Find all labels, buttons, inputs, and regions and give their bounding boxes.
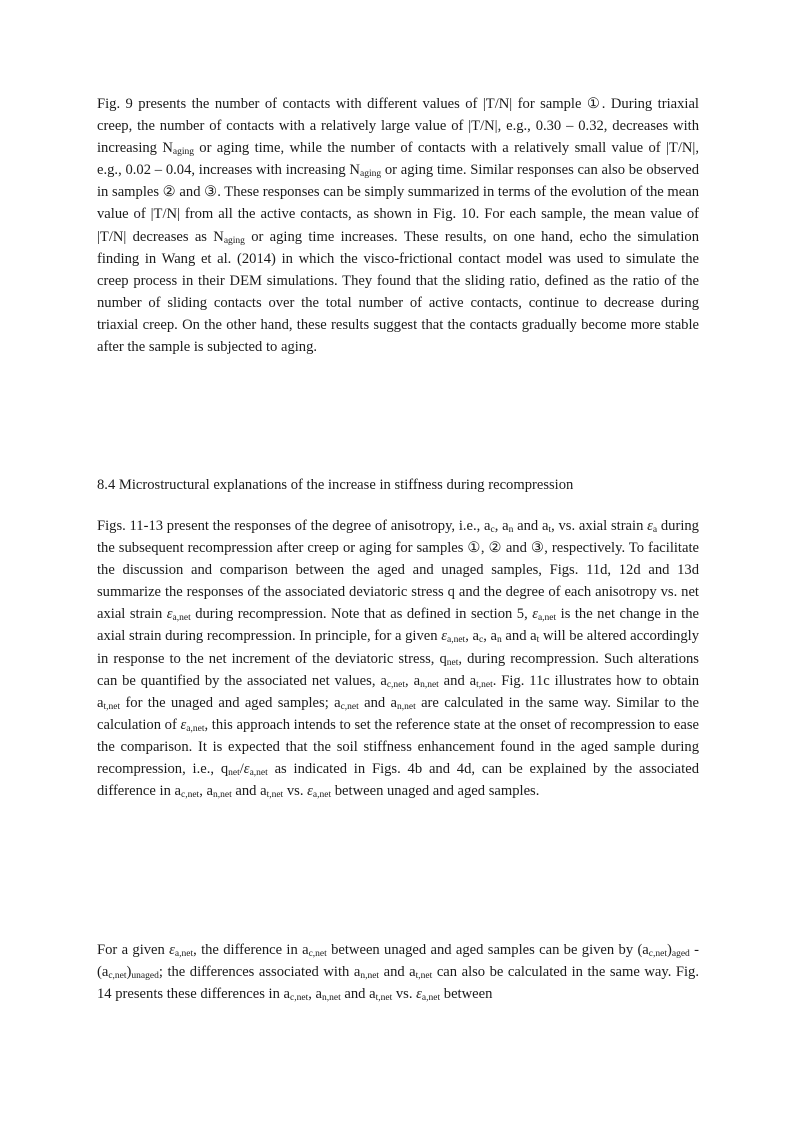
paragraph-contact-evolution: Fig. 9 presents the number of contacts with different values of |T/N| for sample ①. During triaxial creep, the number of contacts with a relatively large value of |T/N|, e.g., 0.30 – 0.32, decreases with increasing $N_{aging}$ or aging time, while the number of contacts with a relatively small value of |T/N|, e.g., 0.02 – 0.04, increases with increasing $N_{aging}$ or aging time. Similar responses can also be observed in samples ② and ③. These responses can be simply summarized in terms of the evolution of the mean value of |T/N| from all the active contacts, as shown in Fig. 10. For each sample, the mean value of |T/N| decreases as $N_{aging}$ or aging time increases. These results, on one hand, echo the simulation finding in Wang et al. (2014) in which the visco-frictional contact model was used to simulate the creep process in their DEM simulations. They found that the sliding ratio, defined as the ratio of the number of sliding contacts over the total number of active contacts, continue to decrease during triaxial creep. On the other hand, these results suggest that the contacts gradually become more stable after the sample is subjected to aging.	[97, 96, 699, 356]
paragraph-net-differences: For a given $\varepsilon_{a,net}$, the difference in $a_{c,net}$ between unaged and aged samples can be given by $(a_{c,net})_{aged} - (a_{c,net})_{unaged}$; the differences associated with $a_{n,net}$ and $a_{t,net}$ can also be calculated in the same way. Fig. 14 presents these differences in $a_{c,net}$, $a_{n,net}$ and $a_{t,net}$ vs. $\varepsilon_{a,net}$ between	[97, 942, 700, 1004]
paragraph-anisotropy-recompression: Figs. 11-13 present the responses of the degree of anisotropy, i.e., $a_c$, $a_n$ and $a_t$, vs. axial strain $\varepsilon_a$ during the subsequent recompression after creep or aging for samples ①, ② and ③, respectively. To facilitate the discussion and comparison between the aged and unaged samples, Figs. 11d, 12d and 13d summarize the responses of the associated deviatoric stress q and the degree of each anisotropy vs. net axial strain $\varepsilon_{a,net}$ during recompression. Note that as defined in section 5, $\varepsilon_{a,net}$ is the net change in the axial strain during recompression. In principle, for a given $\varepsilon_{a,net}$, $a_c$, $a_n$ and $a_t$ will be altered accordingly in response to the net increment of the deviatoric stress, $q_{net}$, during recompression. Such alterations can be quantified by the associated net values, $a_{c,net}$, $a_{n,net}$ and $a_{t,net}$. Fig. 11c illustrates how to obtain $a_{t,net}$ for the unaged and aged samples; $a_{c,net}$ and $a_{n,net}$ are calculated in the same way. Similar to the calculation of $\varepsilon_{a,net}$, this approach intends to set the reference state at the onset of recompression to ease the comparison. It is expected that the soil stiffness enhancement found in the aged sample during recompression, i.e., $q_{net}/\varepsilon_{a,net}$ as indicated in Figs. 4b and 4d, can be explained by the associated difference in $a_{c,net}$, $a_{n,net}$ and $a_{t,net}$ vs. $\varepsilon_{a,net}$ between unaged and aged samples.	[97, 518, 699, 801]
section-heading: 8.4 Microstructural explanations of the increase in stiffness during recompression	[97, 477, 574, 493]
